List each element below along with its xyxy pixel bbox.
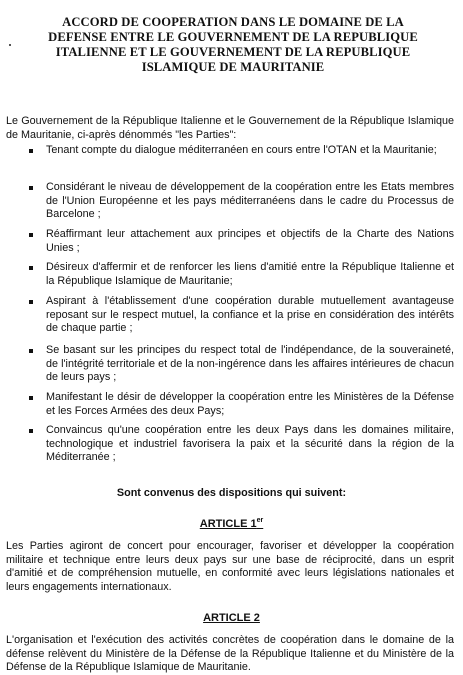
article-1-superscript: er [256,517,264,524]
bullet-icon [29,349,33,353]
document-title [18,15,448,75]
list-item-text: Aspirant à l'établissement d'une coopération durable mutuellement avantageuse reposant sur le respect mutuel, la confiance et la prise en considération des intérêts de chaque partie ; [46,295,454,335]
title-line: ITALIENNE ET LE GOUVERNEMENT DE LA REPUBLIQUE [55,45,411,59]
bullet-icon [29,186,33,190]
bullet-icon [29,149,33,153]
title-line: DEFENSE ENTRE LE GOUVERNEMENT DE LA REPUBLIQUE [48,30,418,44]
list-item-text: Désireux d'affermir et de renforcer les liens d'amitié entre la République Italienne et la République Islamique de Mauritanie; [46,261,454,287]
title-line: ACCORD DE COOPERATION DANS LE DOMAINE DE LA [62,15,404,29]
list-item-text: Se basant sur les principes du respect total de l'indépendance, de la souveraineté, de l'intégrité territoriale et de la non-ingérence dans les affaires intérieures de chacun de leurs pays ; [46,344,454,384]
intro-paragraph: Le Gouvernement de la République Italienne et le Gouvernement de la République Islamique de Mauritanie, ci-après dénommés "les Parties": [6,115,454,141]
bullet-icon [29,300,33,304]
article-2-label: ARTICLE 2 [203,612,260,624]
article-1-label: ARTICLE 1 [199,518,257,530]
scan-speck [9,44,11,46]
agreed-heading: Sont convenus des dispositions qui suivent: [116,487,347,499]
list-item-text: Convaincus qu'une coopération entre les deux Pays dans les domaines militaire, technologique et industriel favorisera la paix et la sécurité dans la région de la Méditerranée ; [46,424,454,464]
article-1-text: Les Parties agiront de concert pour encourager, favoriser et développer la coopération militaire et technique entre leurs deux pays sur une base de réciprocité, dans un esprit d'amitié et de compréhension mutuelle, en conformité avec leurs législations nationales et leurs engagements internationaux. [6,540,454,593]
title-line: ISLAMIQUE DE MAURITANIE [141,60,325,74]
list-item-text: Considérant le niveau de développement de la coopération entre les Etats membres de l'Union Européenne et les pays méditerranéens dans le cadre du Processus de Barcelone ; [46,181,454,221]
article-2-text: L'organisation et l'exécution des activités concrètes de coopération dans le domaine de la défense relèvent du Ministère de la Défense de la République Italienne et du Ministère de la Défense de la République Islamique de Mauritanie. [6,634,454,674]
bullet-icon [29,233,33,237]
article-2-heading [0,611,463,625]
list-item-text: Tenant compte du dialogue méditerranéen en cours entre l'OTAN et la Mauritanie; [46,144,437,156]
bullet-icon [29,429,33,433]
bullet-icon [29,266,33,270]
list-item-text: Réaffirmant leur attachement aux principes et objectifs de la Charte des Nations Unies ; [46,228,454,254]
list-item-text: Manifestant le désir de développer la coopération entre les Ministères de la Défense et les Forces Armées des deux Pays; [46,391,454,417]
bullet-icon [29,396,33,400]
article-1-heading [0,517,463,531]
